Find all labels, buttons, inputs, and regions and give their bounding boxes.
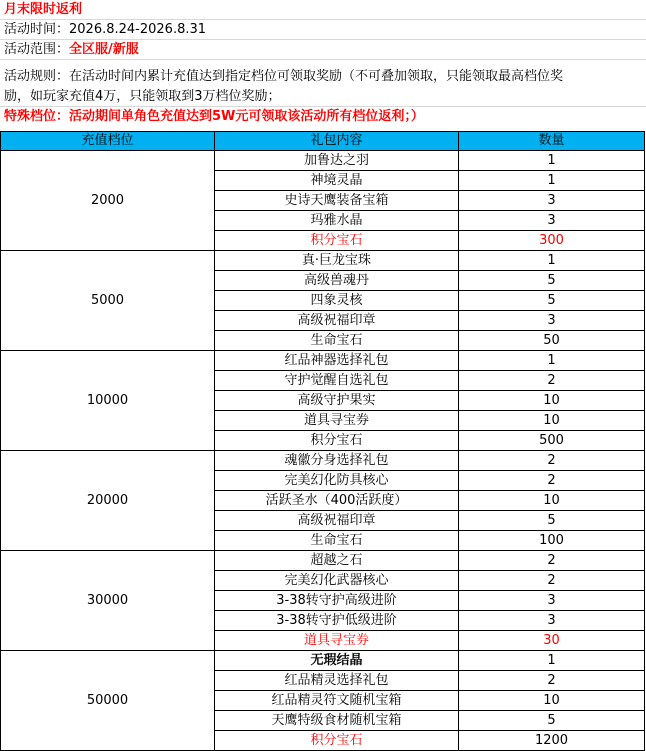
page-title: 月末限时返利 bbox=[0, 0, 646, 20]
rules-block bbox=[0, 67, 646, 107]
tier-amount: 50000 bbox=[1, 651, 215, 751]
tier-amount: 20000 bbox=[1, 451, 215, 551]
time-label: 活动时间： bbox=[4, 22, 70, 37]
activity-scope-row bbox=[0, 40, 646, 60]
item-name: 完美幻化武器核心 bbox=[215, 571, 459, 591]
item-quantity: 300 bbox=[459, 231, 645, 251]
item-name: 活跃圣水（400活跃度） bbox=[215, 491, 459, 511]
tier-amount: 30000 bbox=[1, 551, 215, 651]
header-content: 礼包内容 bbox=[215, 132, 459, 151]
scope-label: 活动范围： bbox=[4, 42, 70, 57]
table-header-row bbox=[1, 132, 645, 151]
item-name: 3-38转守护低级进阶 bbox=[215, 611, 459, 631]
item-quantity: 3 bbox=[459, 211, 645, 231]
item-name: 四象灵核 bbox=[215, 291, 459, 311]
item-quantity: 2 bbox=[459, 451, 645, 471]
item-name: 红品神器选择礼包 bbox=[215, 351, 459, 371]
item-name: 3-38转守护高级进阶 bbox=[215, 591, 459, 611]
item-quantity: 2 bbox=[459, 671, 645, 691]
tier-amount: 10000 bbox=[1, 351, 215, 451]
reward-table bbox=[0, 131, 645, 751]
item-name: 红品精灵符文随机宝箱 bbox=[215, 691, 459, 711]
rules-line-2: 励，如玩家充值4万，只能领取到3万档位奖励； bbox=[4, 89, 281, 104]
item-name: 高级祝福印章 bbox=[215, 311, 459, 331]
item-quantity: 10 bbox=[459, 411, 645, 431]
header-tier: 充值档位 bbox=[1, 132, 215, 151]
item-quantity: 5 bbox=[459, 511, 645, 531]
header-quantity: 数量 bbox=[459, 132, 645, 151]
item-name: 积分宝石 bbox=[215, 731, 459, 751]
item-name: 完美幻化防具核心 bbox=[215, 471, 459, 491]
item-name: 玛雅水晶 bbox=[215, 211, 459, 231]
rules-line-1: 活动规则：在活动时间内累计充值达到指定档位可领取奖励（不可叠加领取，只能领取最高档位奖 bbox=[4, 69, 564, 84]
scope-value: 全区服/新服 bbox=[69, 42, 139, 57]
item-name: 史诗天鹰装备宝箱 bbox=[215, 191, 459, 211]
item-quantity: 5 bbox=[459, 711, 645, 731]
item-quantity: 30 bbox=[459, 631, 645, 651]
item-quantity: 5 bbox=[459, 291, 645, 311]
table-row bbox=[1, 451, 645, 471]
item-name: 魂徽分身选择礼包 bbox=[215, 451, 459, 471]
item-name: 生命宝石 bbox=[215, 331, 459, 351]
item-name: 神境灵晶 bbox=[215, 171, 459, 191]
item-name: 加鲁达之羽 bbox=[215, 151, 459, 171]
special-tier-note: 特殊档位：活动期间单角色充值达到5W元可领取该活动所有档位返利；） bbox=[4, 109, 424, 124]
item-quantity: 3 bbox=[459, 191, 645, 211]
item-name: 真·巨龙宝珠 bbox=[215, 251, 459, 271]
item-quantity: 2 bbox=[459, 371, 645, 391]
item-name: 高级守护果实 bbox=[215, 391, 459, 411]
item-name: 高级祝福印章 bbox=[215, 511, 459, 531]
item-quantity: 1 bbox=[459, 151, 645, 171]
item-quantity: 3 bbox=[459, 611, 645, 631]
item-quantity: 2 bbox=[459, 571, 645, 591]
item-quantity: 2 bbox=[459, 551, 645, 571]
tier-amount: 2000 bbox=[1, 151, 215, 251]
item-quantity: 1200 bbox=[459, 731, 645, 751]
tier-amount: 5000 bbox=[1, 251, 215, 351]
item-quantity: 10 bbox=[459, 491, 645, 511]
item-name: 天鹰特级食材随机宝箱 bbox=[215, 711, 459, 731]
item-name: 积分宝石 bbox=[215, 231, 459, 251]
item-name: 生命宝石 bbox=[215, 531, 459, 551]
table-row bbox=[1, 551, 645, 571]
item-quantity: 50 bbox=[459, 331, 645, 351]
table-row bbox=[1, 251, 645, 271]
item-name: 无瑕结晶 bbox=[215, 651, 459, 671]
item-name: 积分宝石 bbox=[215, 431, 459, 451]
item-quantity: 10 bbox=[459, 691, 645, 711]
item-name: 超越之石 bbox=[215, 551, 459, 571]
item-quantity: 10 bbox=[459, 391, 645, 411]
item-name: 守护觉醒自选礼包 bbox=[215, 371, 459, 391]
table-row bbox=[1, 351, 645, 371]
item-quantity: 1 bbox=[459, 651, 645, 671]
item-quantity: 100 bbox=[459, 531, 645, 551]
item-quantity: 1 bbox=[459, 171, 645, 191]
item-name: 道具寻宝券 bbox=[215, 631, 459, 651]
item-quantity: 500 bbox=[459, 431, 645, 451]
activity-time-row bbox=[0, 20, 646, 40]
item-quantity: 3 bbox=[459, 311, 645, 331]
item-quantity: 1 bbox=[459, 351, 645, 371]
time-value: 2026.8.24-2026.8.31 bbox=[69, 22, 207, 37]
item-quantity: 3 bbox=[459, 591, 645, 611]
item-name: 高级兽魂丹 bbox=[215, 271, 459, 291]
item-quantity: 2 bbox=[459, 471, 645, 491]
item-quantity: 5 bbox=[459, 271, 645, 291]
item-quantity: 1 bbox=[459, 251, 645, 271]
table-row bbox=[1, 651, 645, 671]
item-name: 红品精灵选择礼包 bbox=[215, 671, 459, 691]
item-name: 道具寻宝券 bbox=[215, 411, 459, 431]
table-row bbox=[1, 151, 645, 171]
